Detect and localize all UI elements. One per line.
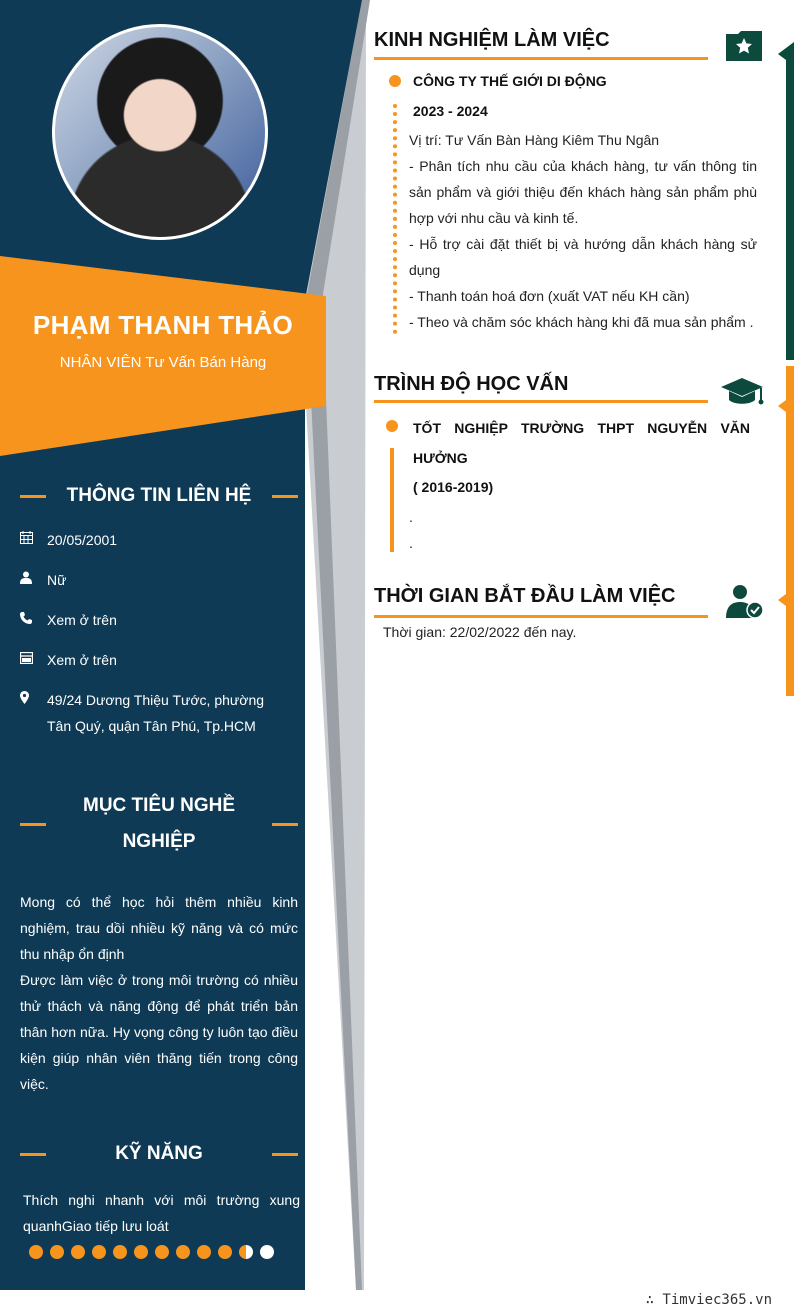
calendar-icon [20, 527, 47, 553]
skills-section-header [20, 1136, 298, 1172]
timeline-dotted-line [393, 104, 397, 334]
phone-value: Xem ở trên [47, 612, 117, 628]
gender-value: Nữ [47, 572, 67, 588]
divider [20, 495, 46, 498]
email-icon [20, 647, 47, 673]
education-period: ( 2016-2019) [413, 479, 494, 495]
start-side-pointer [778, 588, 794, 612]
start-text: Thời gian: 22/02/2022 đến nay. [383, 624, 577, 640]
objective-title-line2: NGHIỆP [122, 831, 196, 852]
divider [272, 495, 298, 498]
skill-rating-dot [134, 1245, 148, 1259]
contact-address [20, 687, 290, 739]
briefcase-star-icon [724, 28, 764, 64]
divider [272, 823, 298, 826]
education-line-1: . [409, 509, 413, 525]
birthdate-value: 20/05/2001 [47, 532, 118, 548]
divider [20, 1153, 46, 1156]
address-value: 49/24 Dương Thiệu Tước, phường Tân Quý, quận Tân Phú, Tp.HCM [47, 692, 265, 734]
contact-birthdate [20, 527, 290, 553]
contact-email [20, 647, 290, 673]
graduation-cap-icon [720, 376, 766, 412]
contact-phone [20, 607, 290, 633]
phone-icon [20, 607, 47, 633]
education-title: TRÌNH ĐỘ HỌC VẤN [374, 373, 569, 395]
start-underline [374, 615, 708, 618]
education-underline [374, 400, 708, 403]
experience-details [409, 127, 757, 335]
experience-line: - Theo và chăm sóc khách hàng khi đã mua sản phẩm . [409, 314, 754, 330]
user-check-icon [724, 584, 764, 620]
watermark: ∴ Timviec365.vn [645, 1292, 772, 1308]
experience-line: - Thanh toán hoá đơn (xuất VAT nếu KH cần) [409, 288, 690, 304]
skill-rating-dot [260, 1245, 274, 1259]
skill-rating-dot [176, 1245, 190, 1259]
education-side-pointer [778, 394, 794, 418]
education-school: TỐT NGHIỆP TRƯỜNG THPT NGUYỄN VĂN HƯỞNG [413, 420, 750, 466]
experience-side-pointer [778, 42, 794, 66]
skill-rating-dot [197, 1245, 211, 1259]
skill-rating-dot [50, 1245, 64, 1259]
objective-paragraph-2: Được làm việc ở trong môi trường có nhiều thử thách và năng động để phát triển bản thân hơn nữa. Hy vọng công ty luôn tạo điều kiện giúp nhân viên thăng tiến trong công việc. [20, 972, 298, 1092]
experience-side-bar [786, 48, 794, 360]
objective-title [83, 788, 235, 860]
timeline-line [390, 448, 394, 552]
skills-text: Thích nghi nhanh với môi trường xung quanhGiao tiếp lưu loát [23, 1192, 300, 1234]
contact-title: THÔNG TIN LIÊN HỆ [66, 485, 252, 506]
skill-rating-dot [92, 1245, 106, 1259]
objective-title-line1: MỤC TIÊU NGHỀ [83, 795, 235, 816]
divider [272, 1153, 298, 1156]
email-value: Xem ở trên [47, 652, 117, 668]
experience-line: - Phân tích nhu cầu của khách hàng, tư vấn thông tin sản phẩm và giới thiệu đến khách hàng sản phẩm phù hợp với nhu cầu và kinh tế. [409, 158, 757, 226]
timeline-bullet [386, 420, 398, 432]
skill-rating-dot [29, 1245, 43, 1259]
education-line-2: . [409, 535, 413, 551]
experience-underline [374, 57, 708, 60]
experience-company: CÔNG TY THẾ GIỚI DI ĐỘNG [413, 73, 607, 89]
candidate-role: NHÂN VIÊN Tư Vấn Bán Hàng [59, 354, 267, 371]
skill-rating-dot [239, 1245, 253, 1259]
person-icon [20, 567, 47, 593]
divider [20, 823, 46, 826]
start-title: THỜI GIAN BẮT ĐẦU LÀM VIỆC [374, 585, 676, 607]
skill-rating-dot [155, 1245, 169, 1259]
contact-section-header [20, 478, 298, 514]
candidate-name: PHẠM THANH THẢO [32, 310, 294, 340]
objective-text [20, 889, 298, 1097]
skill-rating-dot [71, 1245, 85, 1259]
skill-rating-dot [113, 1245, 127, 1259]
contact-gender [20, 567, 290, 593]
experience-title: KINH NGHIỆM LÀM VIỆC [374, 29, 610, 51]
skill-rating-dot [218, 1245, 232, 1259]
objective-section-header [20, 788, 298, 860]
experience-line: Vị trí: Tư Vấn Bàn Hàng Kiêm Thu Ngân [409, 132, 660, 148]
avatar [52, 24, 268, 240]
skill-rating [29, 1245, 274, 1259]
skills-title: KỸ NĂNG [115, 1143, 203, 1164]
experience-period: 2023 - 2024 [413, 103, 488, 119]
timeline-bullet [389, 75, 401, 87]
experience-line: - Hỗ trợ cài đặt thiết bị và hướng dẫn khách hàng sử dụng [409, 236, 757, 278]
objective-paragraph-1: Mong có thể học hỏi thêm nhiều kinh nghiệm, trau dồi nhiều kỹ năng và có mức thu nhập ổn định [20, 894, 298, 962]
location-icon [20, 687, 47, 739]
